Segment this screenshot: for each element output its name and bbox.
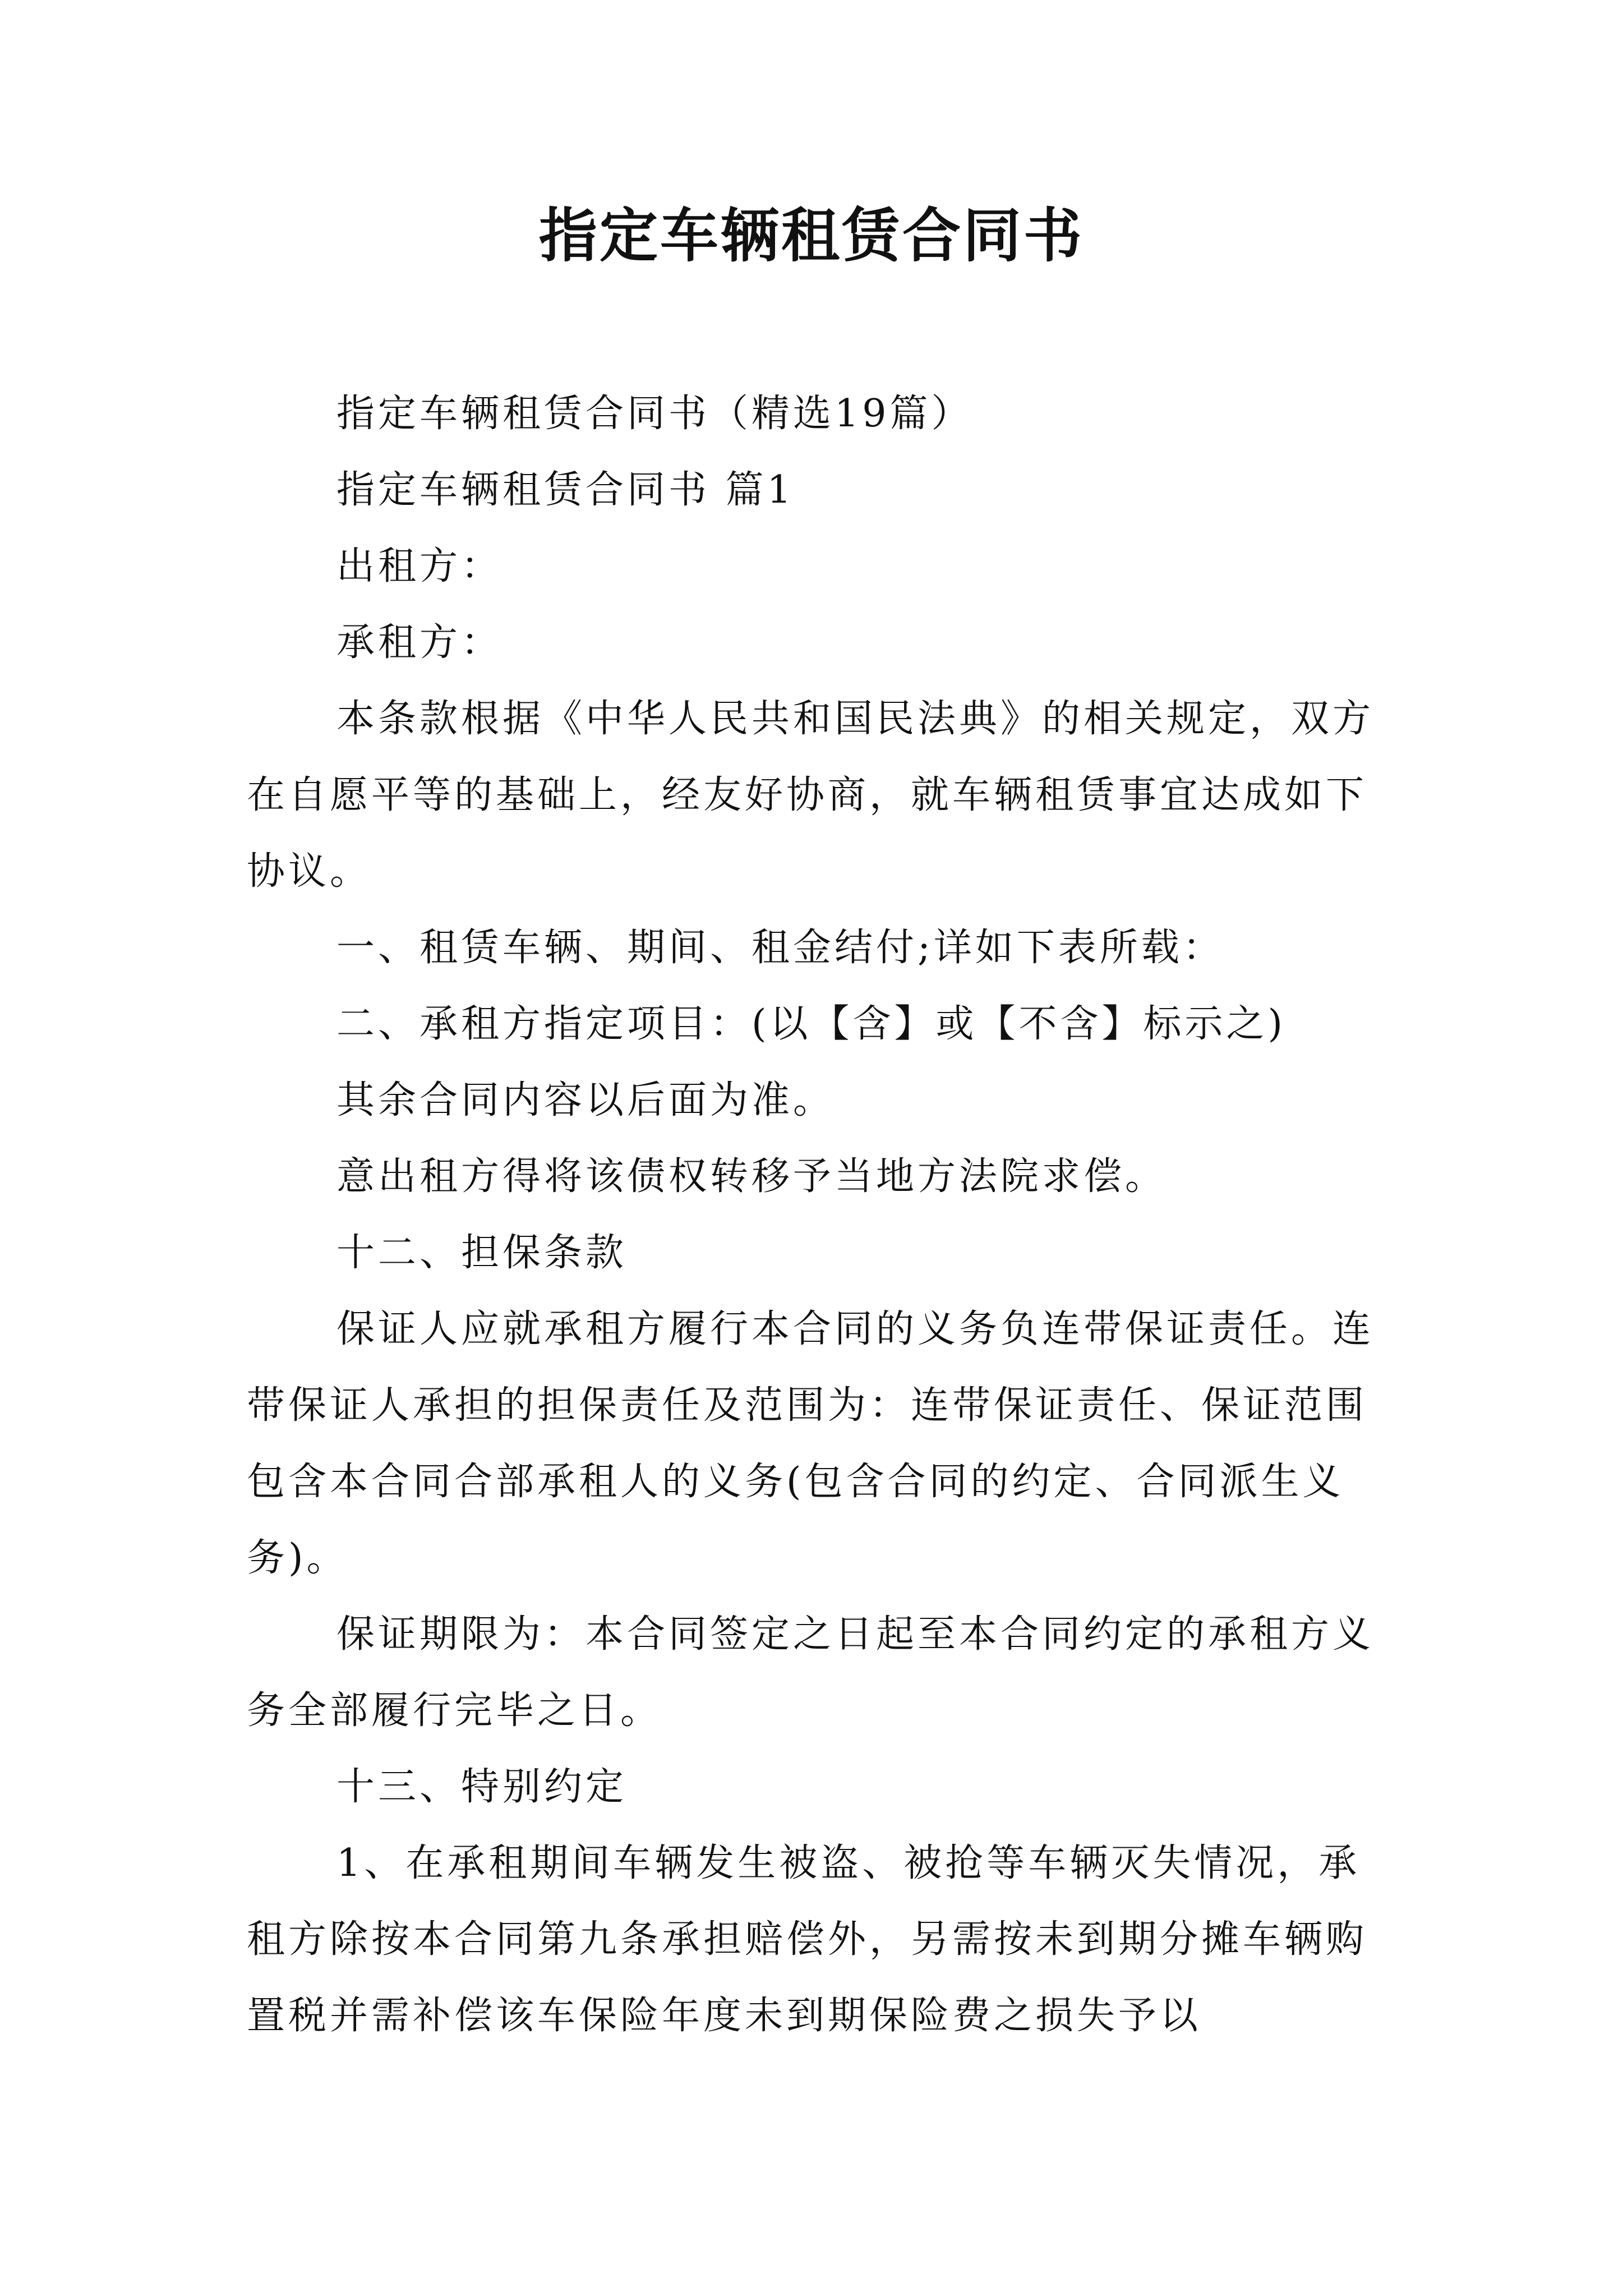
paragraph: 一、租赁车辆、期间、租金结付;详如下表所载： <box>336 926 1224 970</box>
paragraph: 指定车辆租赁合同书 篇1 <box>336 468 795 512</box>
paragraph: 保证人应就承租方履行本合同的义务负连带保证责任。连带保证人承担的担保责任及范围为：连带保证责任、保证范围包含本合同合部承租人的义务(包含合同的约定、合同派生义务)。 <box>247 1307 1375 1580</box>
paragraph: 1、在承租期间车辆发生被盗、被抢等车辆灭失情况，承租方除按本合同第九条承担赔偿外，另需按未到期分摊车辆购置税并需补偿该车保险年度未到期保险费之损失予以 <box>247 1841 1368 2038</box>
paragraph: 二、承租方指定项目：(以【含】或【不含】标示之) <box>336 1002 1287 1046</box>
paragraph: 本条款根据《中华人民共和国民法典》的相关规定，双方在自愿平等的基础上，经友好协商，就车辆租赁事宜达成如下协议。 <box>247 697 1375 894</box>
paragraph: 承租方： <box>336 620 503 665</box>
paragraph: 十二、担保条款 <box>336 1231 628 1275</box>
paragraph: 其余合同内容以后面为准。 <box>336 1078 835 1122</box>
document-title: 指定车辆租赁合同书 <box>538 201 1084 270</box>
paragraph: 出租方： <box>336 544 503 588</box>
paragraph: 十三、特别约定 <box>336 1765 628 1809</box>
paragraph: 意出租方得将该债权转移予当地方法院求偿。 <box>336 1154 1167 1199</box>
paragraph: 保证期限为：本合同签定之日起至本合同约定的承租方义务全部履行完毕之日。 <box>247 1612 1375 1733</box>
document-body <box>247 376 1391 2054</box>
paragraph: 指定车辆租赁合同书（精选19篇） <box>336 392 973 436</box>
